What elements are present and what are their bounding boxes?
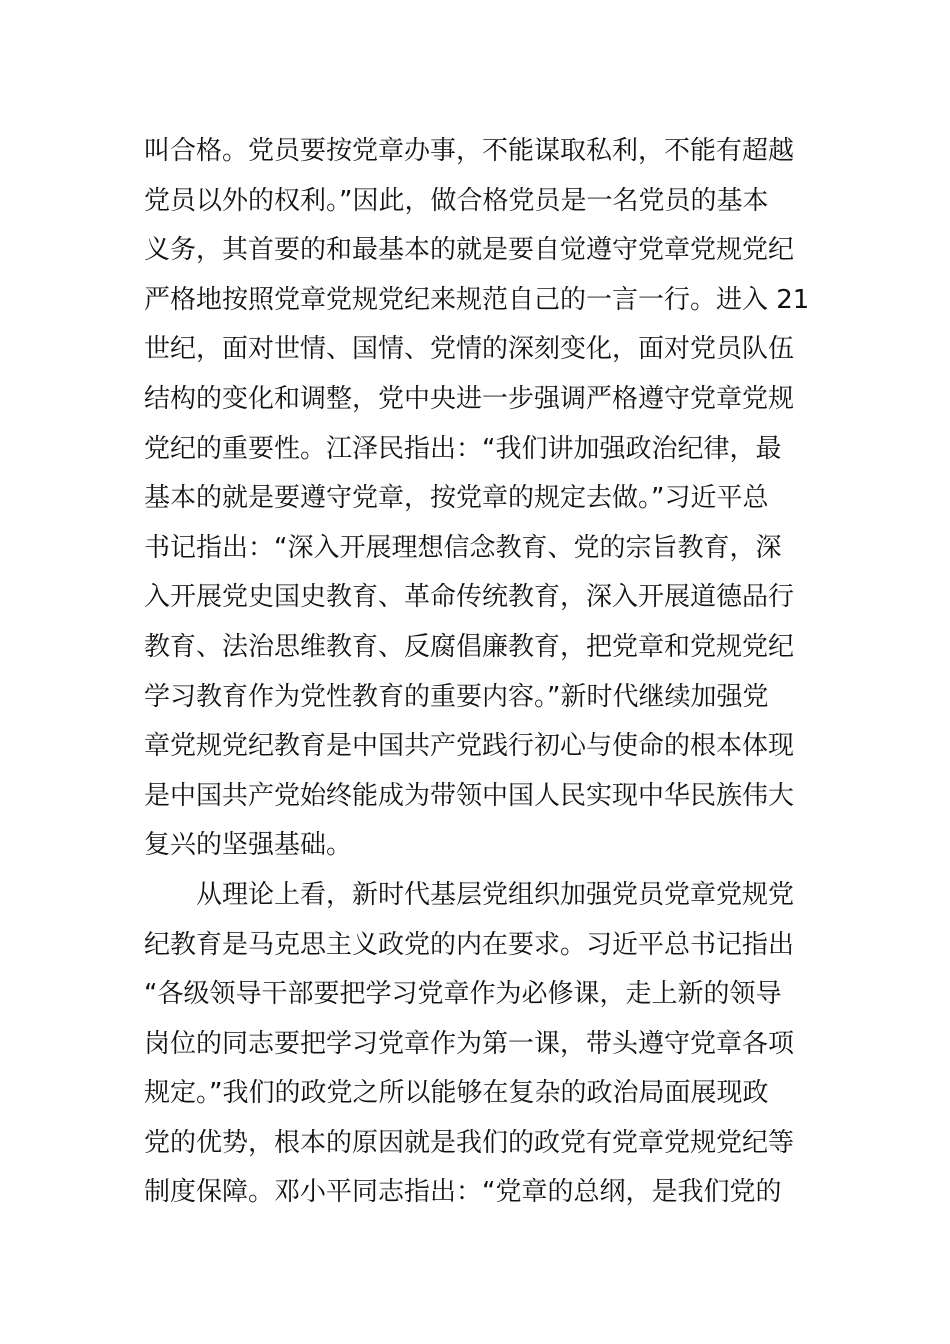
text-line: 党员以外的权利。”因此，做合格党员是一名党员的基本 bbox=[144, 185, 769, 216]
body-text bbox=[144, 127, 824, 1218]
text-line: 党纪的重要性。江泽民指出：“我们讲加强政治纪律，最 bbox=[144, 433, 782, 464]
paragraph-start-line: 从理论上看，新时代基层党组织加强党员党章党规党 bbox=[196, 879, 795, 910]
text-line: 复兴的坚强基础。 bbox=[144, 830, 353, 861]
text-line: 世纪，面对世情、国情、党情的深刻变化，面对党员队伍 bbox=[144, 334, 795, 365]
text-line: 纪教育是马克思主义政党的内在要求。习近平总书记指出 bbox=[144, 929, 795, 960]
text-line: 严格地按照党章党规党纪来规范自己的一言一行。进入 21 bbox=[144, 284, 810, 315]
text-line: 入开展党史国史教育、革命传统教育，深入开展道德品行 bbox=[144, 582, 795, 613]
text-line: 教育、法治思维教育、反腐倡廉教育，把党章和党规党纪 bbox=[144, 631, 795, 662]
text-line: “各级领导干部要把学习党章作为必修课，走上新的领导 bbox=[144, 979, 782, 1010]
text-line: 章党规党纪教育是中国共产党践行初心与使命的根本体现 bbox=[144, 731, 795, 762]
text-line: 基本的就是要遵守党章，按党章的规定去做。”习近平总 bbox=[144, 483, 769, 514]
text-line: 结构的变化和调整，党中央进一步强调严格遵守党章党规 bbox=[144, 383, 795, 414]
text-line: 规定。”我们的政党之所以能够在复杂的政治局面展现政 bbox=[144, 1078, 769, 1109]
text-line: 党的优势，根本的原因就是我们的政党有党章党规党纪等 bbox=[144, 1127, 795, 1158]
text-line: 学习教育作为党性教育的重要内容。”新时代继续加强党 bbox=[144, 681, 769, 712]
text-line: 书记指出：“深入开展理想信念教育、党的宗旨教育，深 bbox=[144, 532, 782, 563]
text-line: 是中国共产党始终能成为带领中国人民实现中华民族伟大 bbox=[144, 780, 795, 811]
text-line: 义务，其首要的和最基本的就是要自觉遵守党章党规党纪 bbox=[144, 235, 795, 266]
text-line: 岗位的同志要把学习党章作为第一课，带头遵守党章各项 bbox=[144, 1028, 795, 1059]
text-line: 制度保障。邓小平同志指出：“党章的总纲，是我们党的 bbox=[144, 1177, 782, 1208]
text-line: 叫合格。党员要按党章办事，不能谋取私利，不能有超越 bbox=[144, 136, 795, 166]
